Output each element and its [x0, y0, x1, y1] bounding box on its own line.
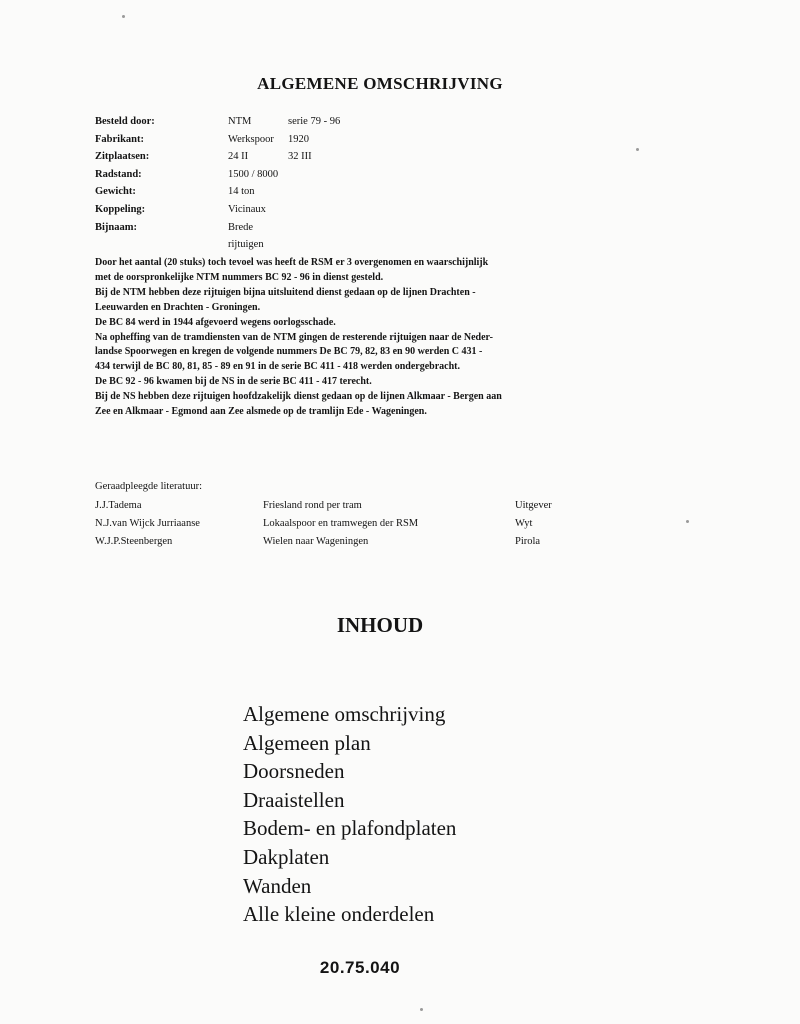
description-line: De BC 92 - 96 kwamen bij de NS in de serie BC 411 - 417 terecht.: [95, 376, 372, 388]
document-title: ALGEMENE OMSCHRIJVING: [257, 74, 503, 93]
literature-heading: Geraadpleegde literatuur:: [95, 481, 202, 492]
spec-value: 14 ton: [228, 186, 255, 198]
spec-label: Zitplaatsen:: [95, 151, 150, 163]
contents-list: [243, 700, 456, 929]
spec-extra: [288, 219, 368, 254]
literature-title: Friesland rond per tram: [263, 500, 362, 511]
document-code: 20.75.040: [319, 958, 401, 977]
scan-speck: [122, 15, 125, 18]
specification-list: [95, 113, 368, 254]
spec-label: Besteld door:: [95, 116, 155, 127]
contents-item: Algemene omschrijving: [243, 702, 446, 726]
spec-label: Fabrikant:: [95, 133, 145, 145]
spec-value: 1500 / 8000: [228, 168, 279, 180]
spec-row: [95, 131, 368, 149]
contents-item: Algemeen plan: [243, 730, 371, 755]
literature-row: [95, 533, 575, 551]
spec-value: Vicinaux: [228, 203, 266, 215]
literature-publisher: Pirola: [515, 536, 541, 547]
spec-extra: 1920: [288, 133, 309, 145]
spec-extra: [288, 166, 368, 184]
spec-extra: [288, 201, 368, 219]
spec-row: [95, 113, 368, 131]
literature-author: N.J.van Wijck Jurriaanse: [95, 518, 200, 529]
description-text: [95, 256, 655, 420]
description-line: Na opheffing van de tramdiensten van de NTM gingen de resterende rijtuigen naar de Neder-: [95, 331, 493, 343]
literature-author: W.J.P.Steenbergen: [95, 536, 173, 547]
literature-row: [95, 497, 575, 515]
spec-row: [95, 148, 368, 166]
description-line: landse Spoorwegen en kregen de volgende nummers De BC 79, 82, 83 en 90 werden C 431 -: [95, 346, 483, 358]
literature-publisher: Wyt: [515, 518, 533, 529]
spec-extra: serie 79 - 96: [288, 116, 341, 127]
contents-heading: INHOUD: [336, 613, 424, 637]
spec-value: NTM: [228, 116, 252, 127]
spec-label: Radstand:: [95, 168, 142, 180]
literature-title: Wielen naar Wageningen: [263, 536, 369, 547]
spec-value: Brede rijtuigen: [228, 221, 264, 251]
spec-label: Bijnaam:: [95, 221, 137, 233]
scan-speck: [420, 1008, 423, 1011]
contents-item: Wanden: [243, 873, 312, 898]
spec-label: Gewicht:: [95, 186, 136, 198]
contents-item: Alle kleine onderdelen: [243, 902, 435, 927]
literature-publisher: Uitgever: [515, 500, 552, 511]
literature-author: J.J.Tadema: [95, 500, 142, 511]
scan-speck: [636, 148, 639, 151]
description-line: De BC 84 werd in 1944 afgevoerd wegens oorlogsschade.: [95, 316, 336, 328]
spec-row: [95, 201, 368, 219]
contents-item: Doorsneden: [243, 759, 345, 784]
spec-extra: 32 III: [288, 151, 312, 163]
contents-item: Draaistellen: [243, 787, 345, 812]
description-line: Bij de NS hebben deze rijtuigen hoofdzakelijk dienst gedaan op de lijnen Alkmaar - Bergen aan: [95, 391, 502, 403]
spec-label: Koppeling:: [95, 203, 146, 215]
description-line: met de oorspronkelijke NTM nummers BC 92 - 96 in dienst gesteld.: [95, 271, 384, 283]
scan-speck: [686, 520, 689, 523]
description-line: Door het aantal (20 stuks) toch tevoel was heeft de RSM er 3 overgenomen en waarschijnlijk: [95, 257, 489, 268]
literature-row: [95, 515, 575, 533]
spec-row: [95, 166, 368, 184]
description-line: Leeuwarden en Drachten - Groningen.: [95, 301, 261, 313]
spec-extra: [288, 183, 368, 201]
description-line: 434 terwijl de BC 80, 81, 85 - 89 en 91 in de serie BC 411 - 418 werden ondergebracht.: [95, 361, 460, 373]
literature-title: Lokaalspoor en tramwegen der RSM: [263, 518, 419, 529]
description-line: Zee en Alkmaar - Egmond aan Zee alsmede op de tramlijn Ede - Wageningen.: [95, 406, 427, 418]
spec-value: Werkspoor: [228, 133, 274, 145]
spec-value: 24 II: [228, 151, 249, 163]
spec-row: [95, 183, 368, 201]
description-line: Bij de NTM hebben deze rijtuigen bijna uitsluitend dienst gedaan op de lijnen Drachten -: [95, 286, 476, 298]
literature-list: [95, 497, 575, 551]
contents-item: Dakplaten: [243, 844, 330, 869]
spec-row: [95, 219, 368, 254]
contents-item: Bodem- en plafondplaten: [243, 816, 457, 841]
